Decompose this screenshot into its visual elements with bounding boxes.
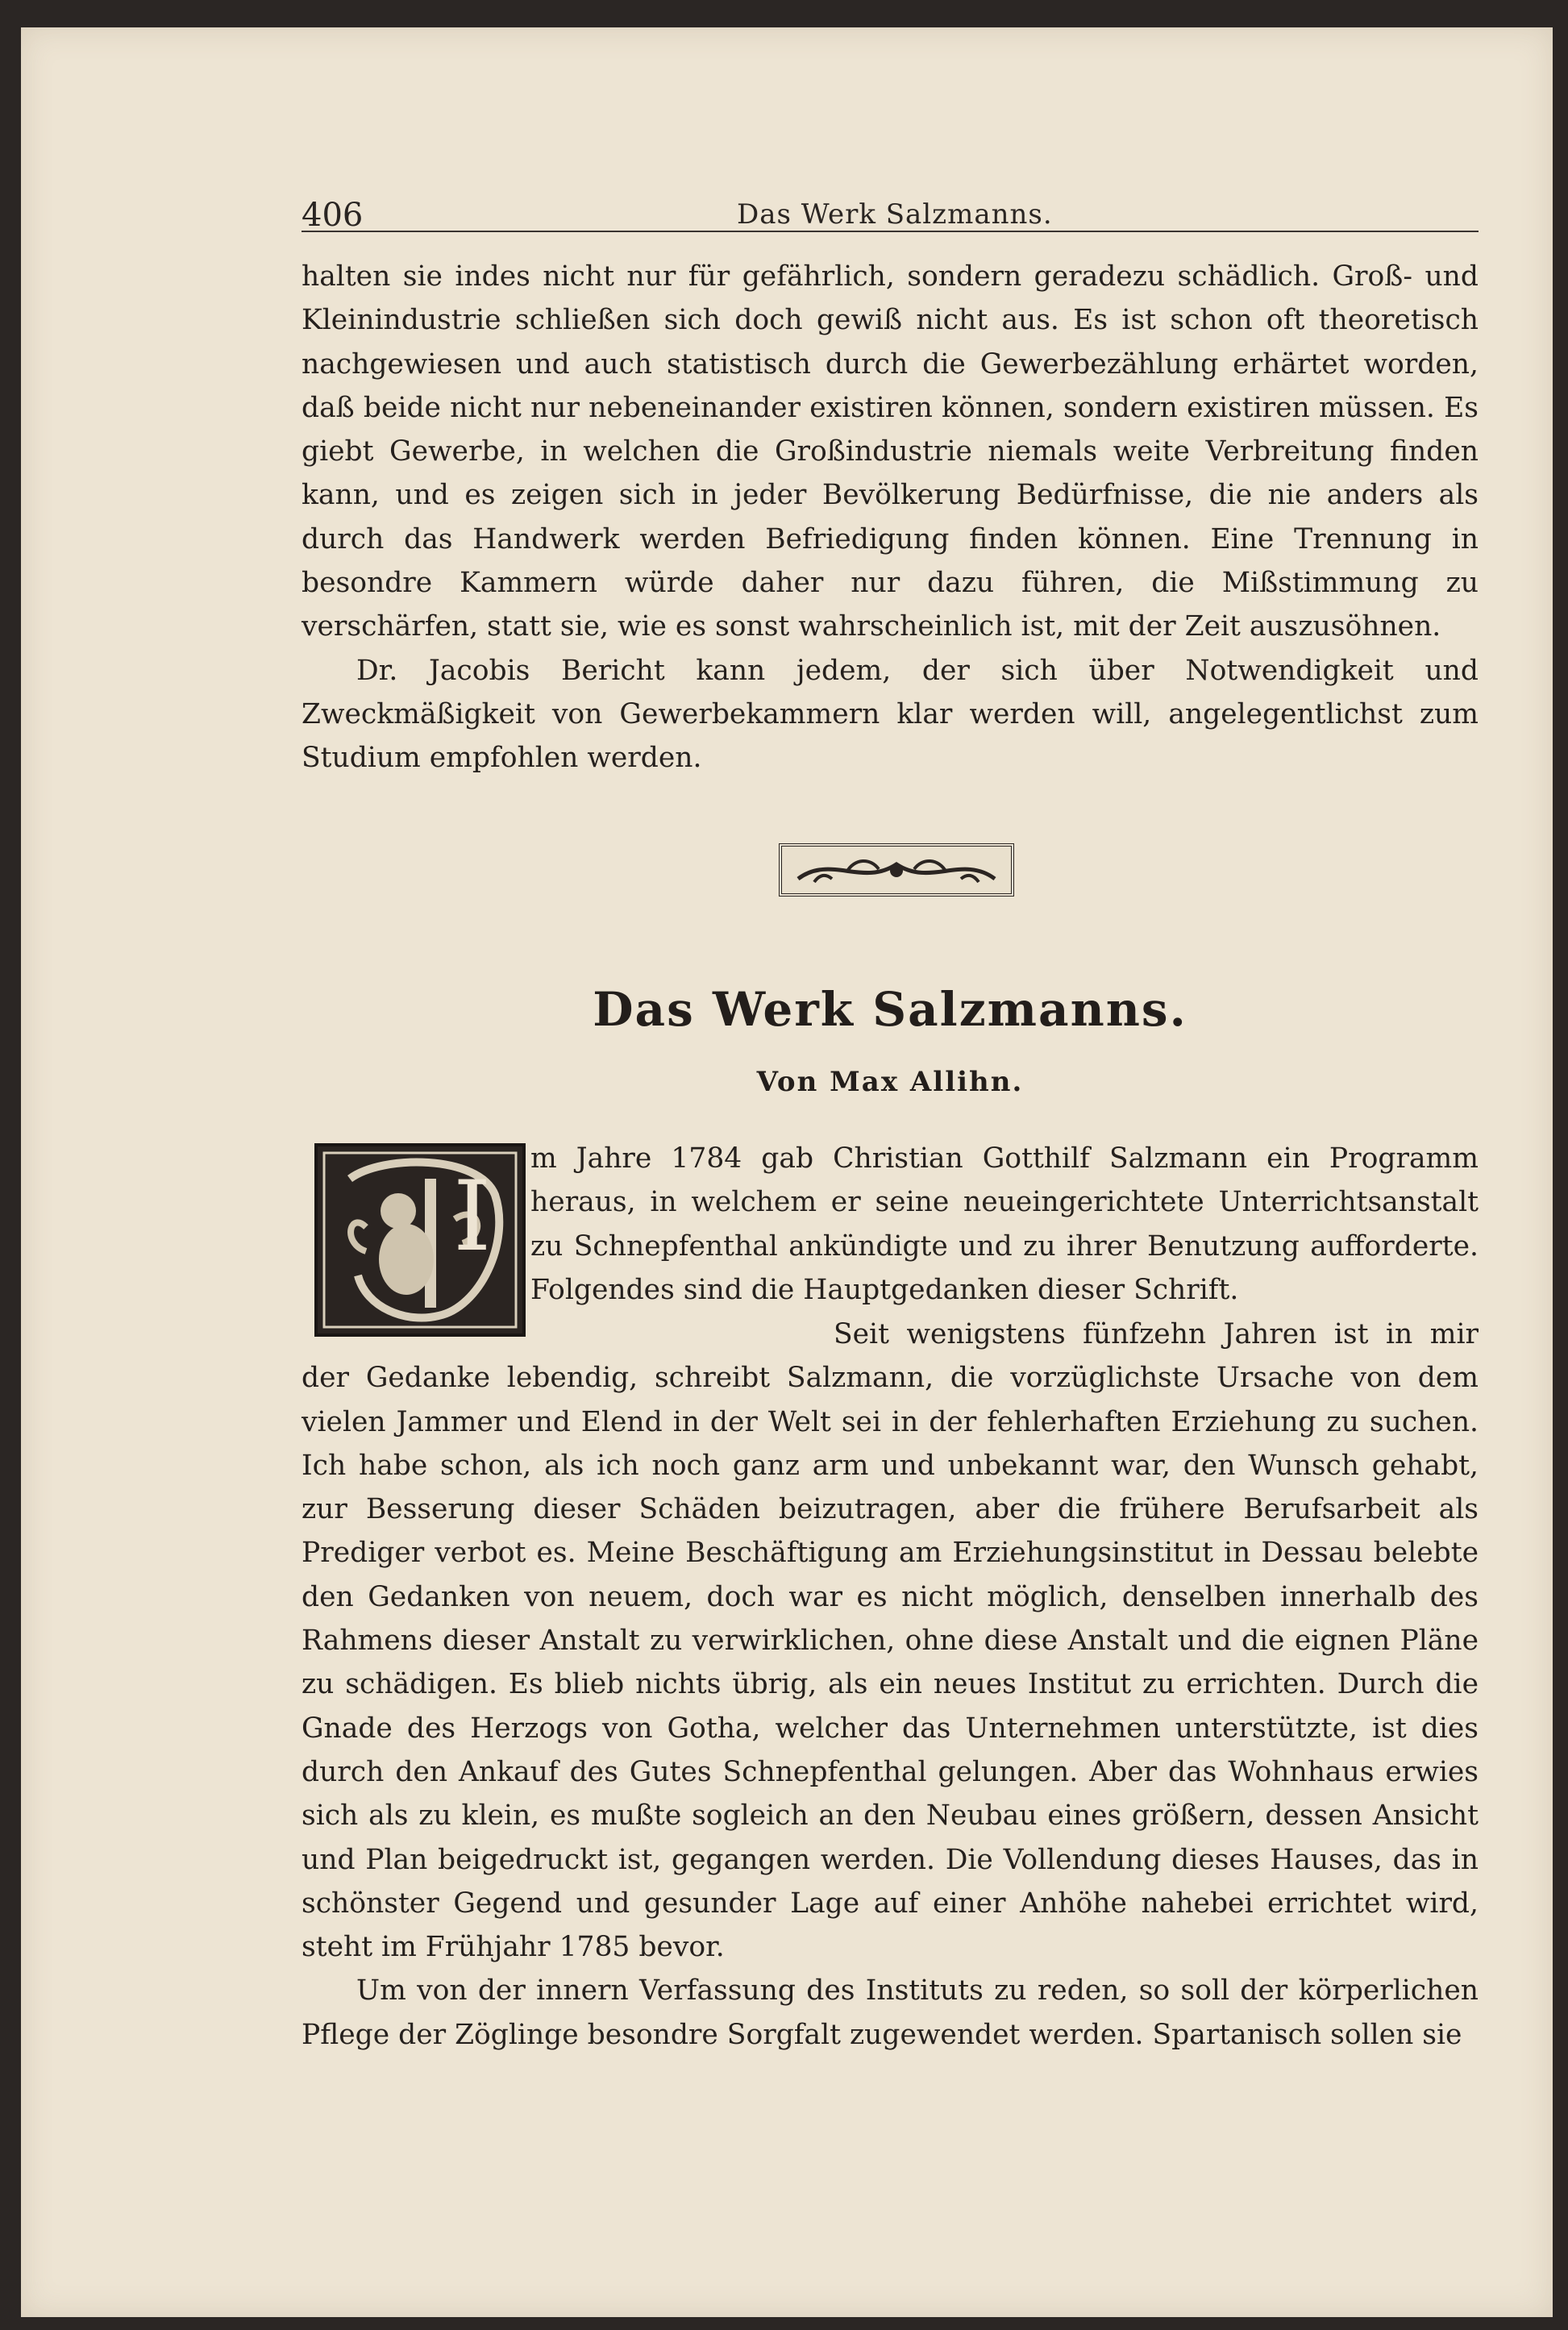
top-text-block bbox=[302, 255, 1479, 780]
paragraph-jacobi: Dr. Jacobis Bericht kann jedem, der sich über Notwendigkeit und Zweckmäßigkeit von Gewerbekammern klar werden will, angelegentlichst zum Studium empfohlen werden. bbox=[302, 654, 1479, 775]
ornament-divider bbox=[779, 843, 1014, 897]
running-header bbox=[302, 190, 1479, 232]
drop-cap-lines: m Jahre 1784 gab Christian Gotthilf Salzmann ein Programm heraus, in welchem er seine neueingerichtete Unterrichtsanstalt zu Schnepfenthal ankündigte und zu ihrer Benutzung aufforderte. Folgendes sind die Hauptgedanken dieser Schrift. bbox=[530, 1142, 1479, 1306]
drop-initial-illustration bbox=[314, 1143, 526, 1337]
ornament-leaf-icon bbox=[782, 847, 1011, 893]
article-body bbox=[302, 1313, 1479, 2057]
article-title: Das Werk Salzmanns. bbox=[593, 982, 1187, 1037]
paragraph-care: Um von der innern Verfassung des Instituts zu reden, so soll der körperlichen Pflege der Zöglinge besondre Sorgfalt zugewendet werden. Spartanisch sollen sie bbox=[302, 1974, 1479, 2051]
paragraph-continued: halten sie indes nicht nur für gefährlich, sondern geradezu schädlich. Groß- und Kleinindustrie schließen sich doch gewiß nicht aus. Es ist schon oft theoretisch nachgewiesen und auch statistisch durch die Gewerbezählung erhärtet worden, daß beide nicht nur nebeneinander existiren können, sondern existiren müssen. Es giebt Gewerbe, in welchen die Großindustrie niemals weite Verbreitung finden kann, und es zeigen sich in jeder Bevölkerung Bedürfnisse, die nie anders als durch das Handwerk werden Befriedigung finden können. Eine Trennung in besondre Kammern würde daher nur dazu führen, die Mißstimmung zu verschärfen, statt sie, wie es sonst wahrscheinlich ist, mit der Zeit auszusöhnen. bbox=[302, 260, 1479, 643]
article-author: Von Max Allihn. bbox=[756, 1066, 1024, 1098]
paragraph-salzmann-quote: Seit wenigstens fünfzehn Jahren ist in mir der Gedanke lebendig, schreibt Salzmann, die vorzüglichste Ursache von dem vielen Jammer und Elend in der Welt sei in der fehlerhaften Erziehung zu suchen. Ich habe schon, als ich noch ganz arm und unbekannt war, den Wunsch gehabt, zur Besserung dieser Schäden beizutragen, aber die frühere Berufsarbeit als Prediger verbot es. Meine Beschäftigung am Erziehungsinstitut in Dessau belebte den Gedanken von neuem, doch war es nicht möglich, denselben innerhalb des Rahmens dieser Anstalt zu verwirklichen, ohne diese Anstalt und die eignen Pläne zu schädigen. Es blieb nichts übrig, als ein neues Institut zu errichten. Durch die Gnade des Herzogs von Gotha, welcher das Unternehmen unterstützte, ist dies durch den Ankauf des Gutes Schnepfenthal gelungen. Aber das Wohnhaus erwies sich als zu klein, es mußte sogleich an den Neubau eines größern, dessen Ansicht und Plan beigedruckt ist, gegangen werden. Die Vollendung dieses Hauses, das in schönster Gegend und gesunder Lage auf einer Anhöhe nahebei errichtet wird, steht im Frühjahr 1785 bevor. bbox=[302, 1318, 1479, 1964]
running-title: Das Werk Salzmanns. bbox=[737, 198, 1053, 231]
drop-initial-letter: I bbox=[453, 1161, 492, 1273]
cherub-initial-icon bbox=[318, 1146, 522, 1334]
page-number: 406 bbox=[302, 197, 364, 234]
